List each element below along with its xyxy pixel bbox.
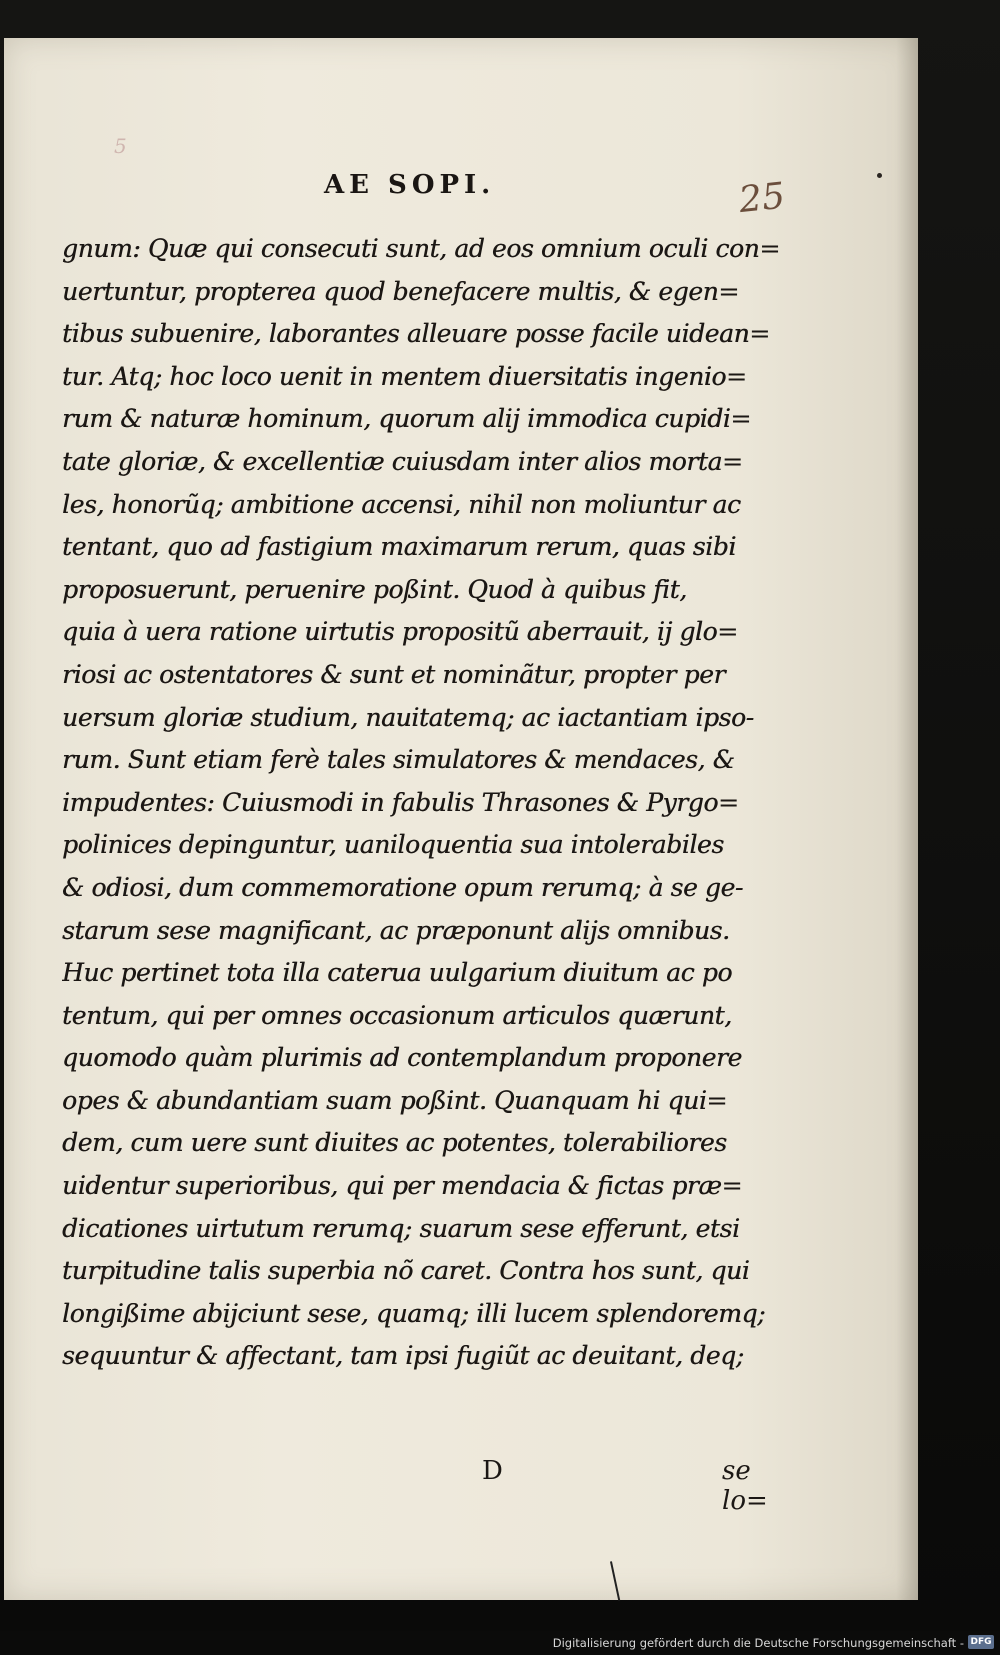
text-line: uidentur superioribus, qui per mendacia & fictas præ= xyxy=(62,1171,743,1201)
signature-mark: D xyxy=(482,1456,503,1486)
running-head: AE SOPI. xyxy=(324,170,496,200)
text-line: dicationes uirtutum rerumq; suarum sese efferunt, etsi xyxy=(62,1213,740,1243)
text-line: uertuntur, propterea quod benefacere multis, & egen= xyxy=(62,276,739,306)
body-text xyxy=(62,228,802,1378)
text-line: & odiosi, dum commemoratione opum rerumq; à se ge- xyxy=(62,872,743,902)
text-line: polinices depinguntur, uaniloquentia sua intolerabiles xyxy=(62,830,724,860)
text-line: tur. Atq; hoc loco uenit in mentem diuersitatis ingenio= xyxy=(62,361,747,391)
dfg-logo-icon: DFG xyxy=(968,1635,994,1649)
pencil-annotation: 5 xyxy=(114,134,127,158)
text-line: rum & naturæ hominum, quorum alij immodica cupidi= xyxy=(62,404,751,434)
book-page xyxy=(4,38,918,1600)
text-line: riosi ac ostentatores & sunt et nominãtur, propter per xyxy=(62,659,726,689)
catchword: se lo= xyxy=(722,1456,768,1516)
text-line: tentant, quo ad fastigium maximarum rerum, quas sibi xyxy=(62,532,736,562)
text-line: longißime abijciunt sese, quamq; illi lucem splendoremq; xyxy=(62,1298,766,1328)
text-line: gnum: Quæ qui consecuti sunt, ad eos omnium oculi con= xyxy=(62,234,780,263)
text-line: turpitudine talis superbia nõ caret. Contra hos sunt, qui xyxy=(62,1256,750,1286)
text-line: les, honorũq; ambitione accensi, nihil non moliuntur ac xyxy=(62,489,741,519)
text-line: rum. Sunt etiam ferè tales simulatores & mendaces, & xyxy=(62,745,735,775)
text-line: quomodo quàm plurimis ad contemplandum proponere xyxy=(62,1043,742,1073)
text-line: quia à uera ratione uirtutis propositũ aberrauit, ij glo= xyxy=(62,617,738,647)
text-line: impudentes: Cuiusmodi in fabulis Thrasones & Pyrgo= xyxy=(62,787,739,817)
text-line: tentum, qui per omnes occasionum articulos quærunt, xyxy=(62,1000,732,1030)
ink-speck xyxy=(877,173,882,178)
text-line: tibus subuenire, laborantes alleuare posse facile uidean= xyxy=(62,319,770,349)
text-line: opes & abundantiam suam poßint. Quanquam hi qui= xyxy=(62,1085,727,1115)
text-line: tate gloriæ, & excellentiæ cuiusdam inter alios morta= xyxy=(62,446,743,476)
text-line: uersum gloriæ studium, nauitatemq; ac iactantiam ipso- xyxy=(62,702,754,732)
folio-number: 25 xyxy=(737,175,787,222)
text-line: Huc pertinet tota illa caterua uulgarium diuitum ac po xyxy=(62,958,733,988)
text-line: proposuerunt, peruenire poßint. Quod à quibus fit, xyxy=(62,574,687,604)
text-line: dem, cum uere sunt diuites ac potentes, tolerabiliores xyxy=(62,1128,727,1158)
text-line: sequuntur & affectant, tam ipsi fugiũt ac deuitant, deq; xyxy=(62,1341,744,1371)
funding-credit: Digitalisierung gefördert durch die Deutsche Forschungsgemeinschaft - xyxy=(552,1636,964,1650)
text-line: starum sese magnificant, ac præponunt alijs omnibus. xyxy=(62,915,730,945)
